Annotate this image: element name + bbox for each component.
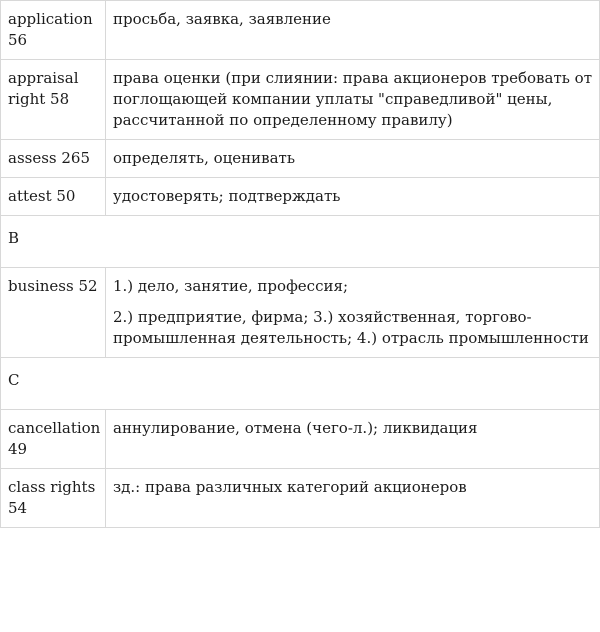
glossary-row [1,60,600,140]
definition-text: удостоверять; подтверждать [113,187,341,205]
definition-cell [106,140,600,178]
term-cell: appraisal right 58 [1,60,106,140]
term-cell: application 56 [1,1,106,60]
term-cell: attest 50 [1,178,106,216]
definition-text: 2.) предприятие, фирма; 3.) хозяйственная, торгово-промышленная деятельность; 4.) отрасль промышленности [113,308,589,347]
definition-cell [106,178,600,216]
glossary-row [1,469,600,528]
letter-header-row [1,216,600,268]
definition-text: права оценки (при слиянии: права акционеров требовать от поглощающей компании уплаты "справедливой" цены, рассчитанной по определенному правилу) [113,69,593,129]
definition-cell [106,410,600,469]
letter-heading: B [1,216,600,268]
glossary-row [1,178,600,216]
glossary-row [1,410,600,469]
definition-text: определять, оценивать [113,149,296,167]
definition-text: зд.: права различных категорий акционеров [113,478,467,496]
term-cell: business 52 [1,268,106,358]
glossary-row [1,1,600,60]
definition-text: просьба, заявка, заявление [113,10,331,28]
glossary-body [1,1,600,528]
glossary-row [1,140,600,178]
term-cell: class rights 54 [1,469,106,528]
definition-cell [106,469,600,528]
term-cell: cancellation 49 [1,410,106,469]
glossary-row [1,268,600,358]
definition-cell [106,1,600,60]
definition-cell [106,60,600,140]
term-cell: assess 265 [1,140,106,178]
letter-heading: C [1,358,600,410]
definition-cell [106,268,600,358]
definition-text: аннулирование, отмена (чего-л.); ликвидация [113,419,478,437]
definition-text: 1.) дело, занятие, профессия; [113,277,348,295]
letter-header-row [1,358,600,410]
